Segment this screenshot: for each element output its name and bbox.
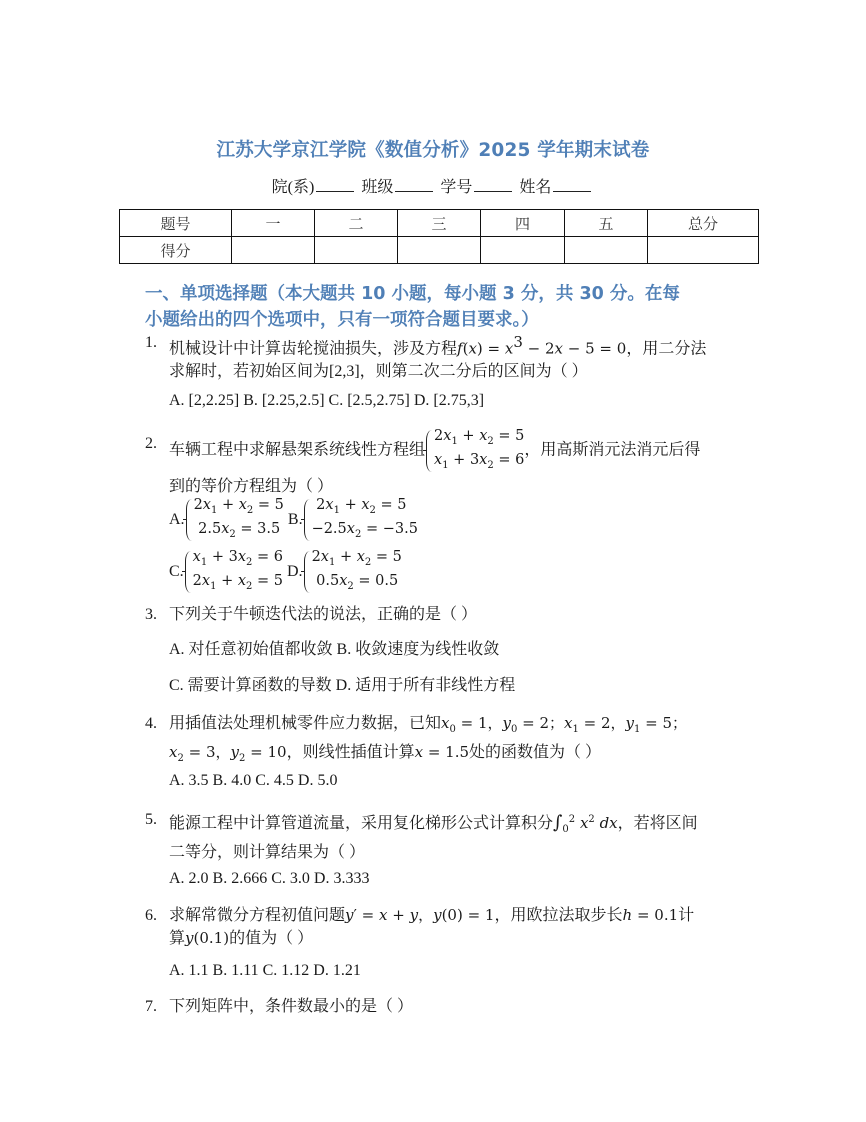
- department-blank[interactable]: [316, 177, 354, 192]
- student-id-blank[interactable]: [474, 177, 512, 192]
- question-3: [145, 603, 745, 626]
- math-expression: f: [457, 339, 463, 358]
- question-text: 算: [169, 930, 186, 947]
- integral-expression: $\int_0^2$ $x^2$ dx: [553, 812, 618, 835]
- score-cell[interactable]: [315, 237, 398, 264]
- question-text: 下列关于牛顿迭代法的说法，正确的是（ ）: [169, 606, 478, 623]
- math-expression: y′ = x + y，y(0) = 1: [345, 906, 495, 924]
- equation-system: $2x_1 + x_2 = 5$ $x_1 + 3x_2 = 6$: [425, 427, 524, 475]
- equation-system: $2x_1 + x_2 = 5$ $0.5x_2 = 0.5$: [303, 548, 402, 596]
- question-2-options-cd: [169, 548, 402, 596]
- score-table: [119, 209, 759, 264]
- name-blank[interactable]: [553, 177, 591, 192]
- table-cell: 得分: [120, 237, 232, 264]
- question-3-options: C. 需要计算函数的导数 D. 适用于所有非线性方程: [169, 677, 516, 694]
- equation-system: $2x_1 + x_2 = 5$ $2.5x_2 = 3.5$: [185, 496, 284, 544]
- equation-system: $x_1 + 3x_2 = 6$ $2x_1 + x_2 = 5$: [184, 548, 283, 596]
- name-label: 姓名: [519, 179, 552, 196]
- table-cell: 三: [398, 210, 481, 237]
- question-text: 能源工程中计算管道流量，采用复化梯形公式计算积分: [169, 815, 554, 832]
- score-cell[interactable]: [565, 237, 648, 264]
- score-cell[interactable]: [398, 237, 481, 264]
- question-text: 车辆工程中求解悬架系统线性方程组: [169, 441, 426, 459]
- question-3-options: A. 对任意初始值都收敛 B. 收敛速度为线性收敛: [169, 641, 500, 658]
- score-cell[interactable]: [648, 237, 759, 264]
- question-text: ，用二分法: [626, 340, 707, 358]
- option-label: D.: [287, 562, 303, 580]
- question-7: [145, 995, 745, 1018]
- table-cell: 五: [565, 210, 648, 237]
- question-text: ，用高斯消元法消元后得: [524, 441, 701, 459]
- score-table-header-row: [120, 210, 759, 237]
- student-info-line: [0, 174, 866, 197]
- question-number: 2.: [145, 435, 157, 452]
- question-5: [145, 808, 745, 864]
- question-text: 下列矩阵中，条件数最小的是（ ）: [169, 998, 414, 1015]
- question-text: 求解常微分方程初值问题: [169, 907, 346, 924]
- question-6: 6. 求解常微分方程初值问题y′ = x + y，y(0) = 1，用欧拉法取步长h = 0.1计 算y(0.1)的值为（ ）: [145, 906, 695, 947]
- math-expression: $x_0 = 1$，$y_0 = 2$；$x_1 = 2$，$y_1 = 5$；: [441, 714, 688, 735]
- equation-system: $2x_1 + x_2 = 5$ $-2.5x_2 = -3.5$: [303, 496, 418, 544]
- question-number: 3.: [145, 606, 157, 623]
- question-2: [145, 427, 745, 498]
- class-blank[interactable]: [395, 177, 433, 192]
- table-cell: 一: [232, 210, 315, 237]
- question-1: 1. 机械设计中计算齿轮搅油损失，涉及方程$f(x) = x^3 - 2x - 5 = 0$，用二分法 求解时，若初始区间为[2,3]，则第二次二分后的区间为（ ）: [145, 331, 745, 383]
- question-text: 求解时，若初始区间为[2,3]，则第二次二分后的区间为（ ）: [169, 363, 588, 381]
- question-text: 的值为（ ）: [229, 930, 314, 947]
- question-6-options: A. 1.1 B. 1.11 C. 1.12 D. 1.21: [169, 962, 361, 979]
- score-cell[interactable]: [481, 237, 565, 264]
- question-4-options: A. 3.5 B. 4.0 C. 4.5 D. 5.0: [169, 772, 338, 789]
- question-number: 6.: [145, 907, 157, 924]
- question-text: 二等分，则计算结果为（ ）: [169, 844, 366, 861]
- question-number: 4.: [145, 715, 157, 732]
- section-heading-line: 一、单项选择题（本大题共 10 小题，每小题 3 分，共 30 分。在每: [145, 284, 680, 304]
- table-cell: 题号: [120, 210, 232, 237]
- question-text: 处的函数值为（ ）: [469, 744, 602, 761]
- score-table-score-row: [120, 237, 759, 264]
- question-text: ，则线性插值计算: [286, 744, 415, 761]
- table-cell: 二: [315, 210, 398, 237]
- question-text: 计: [678, 907, 695, 924]
- section-heading-line: 小题给出的四个选项中，只有一项符合题目要求。）: [145, 310, 539, 330]
- question-1-options: A. [2,2.25] B. [2.25,2.5] C. [2.5,2.75] D. [2.75,3]: [169, 392, 485, 409]
- option-label: B.: [287, 510, 303, 528]
- question-text: ，若将区间: [617, 815, 698, 832]
- question-4: 4. 用插值法处理机械零件应力数据，已知$x_0 = 1$，$y_0 = 2$；$x_1 = 2$，$y_1 = 5$； $x_2 = 3$，$y_2 = 10$，则线性插值计算x = 1.5处的函数值为（ ）: [145, 714, 688, 764]
- table-cell: 四: [481, 210, 565, 237]
- class-label: 班级: [361, 179, 394, 196]
- question-5-options: A. 2.0 B. 2.666 C. 3.0 D. 3.333: [169, 870, 370, 887]
- option-label: A.: [169, 510, 185, 528]
- table-cell: 总分: [648, 210, 759, 237]
- student-id-label: 学号: [440, 179, 473, 196]
- question-2-options-ab: [169, 496, 418, 544]
- math-expression: $x_2 = 3$，$y_2 = 10$: [169, 743, 287, 764]
- document-title: 江苏大学京江学院《数值分析》2025 学年期末试卷: [216, 140, 650, 161]
- department-label: 院(系): [271, 179, 315, 196]
- question-number: 1.: [145, 334, 157, 351]
- question-number: 5.: [145, 811, 157, 828]
- question-text: ，用欧拉法取步长: [494, 907, 623, 924]
- question-text: 用插值法处理机械零件应力数据，已知: [169, 715, 442, 732]
- question-text: 到的等价方程组为（ ）: [169, 477, 334, 495]
- question-text: 机械设计中计算齿轮搅油损失，涉及方程: [169, 340, 458, 358]
- score-cell[interactable]: [232, 237, 315, 264]
- question-number: 7.: [145, 998, 157, 1015]
- option-label: C.: [169, 562, 184, 580]
- section-heading: [145, 281, 755, 333]
